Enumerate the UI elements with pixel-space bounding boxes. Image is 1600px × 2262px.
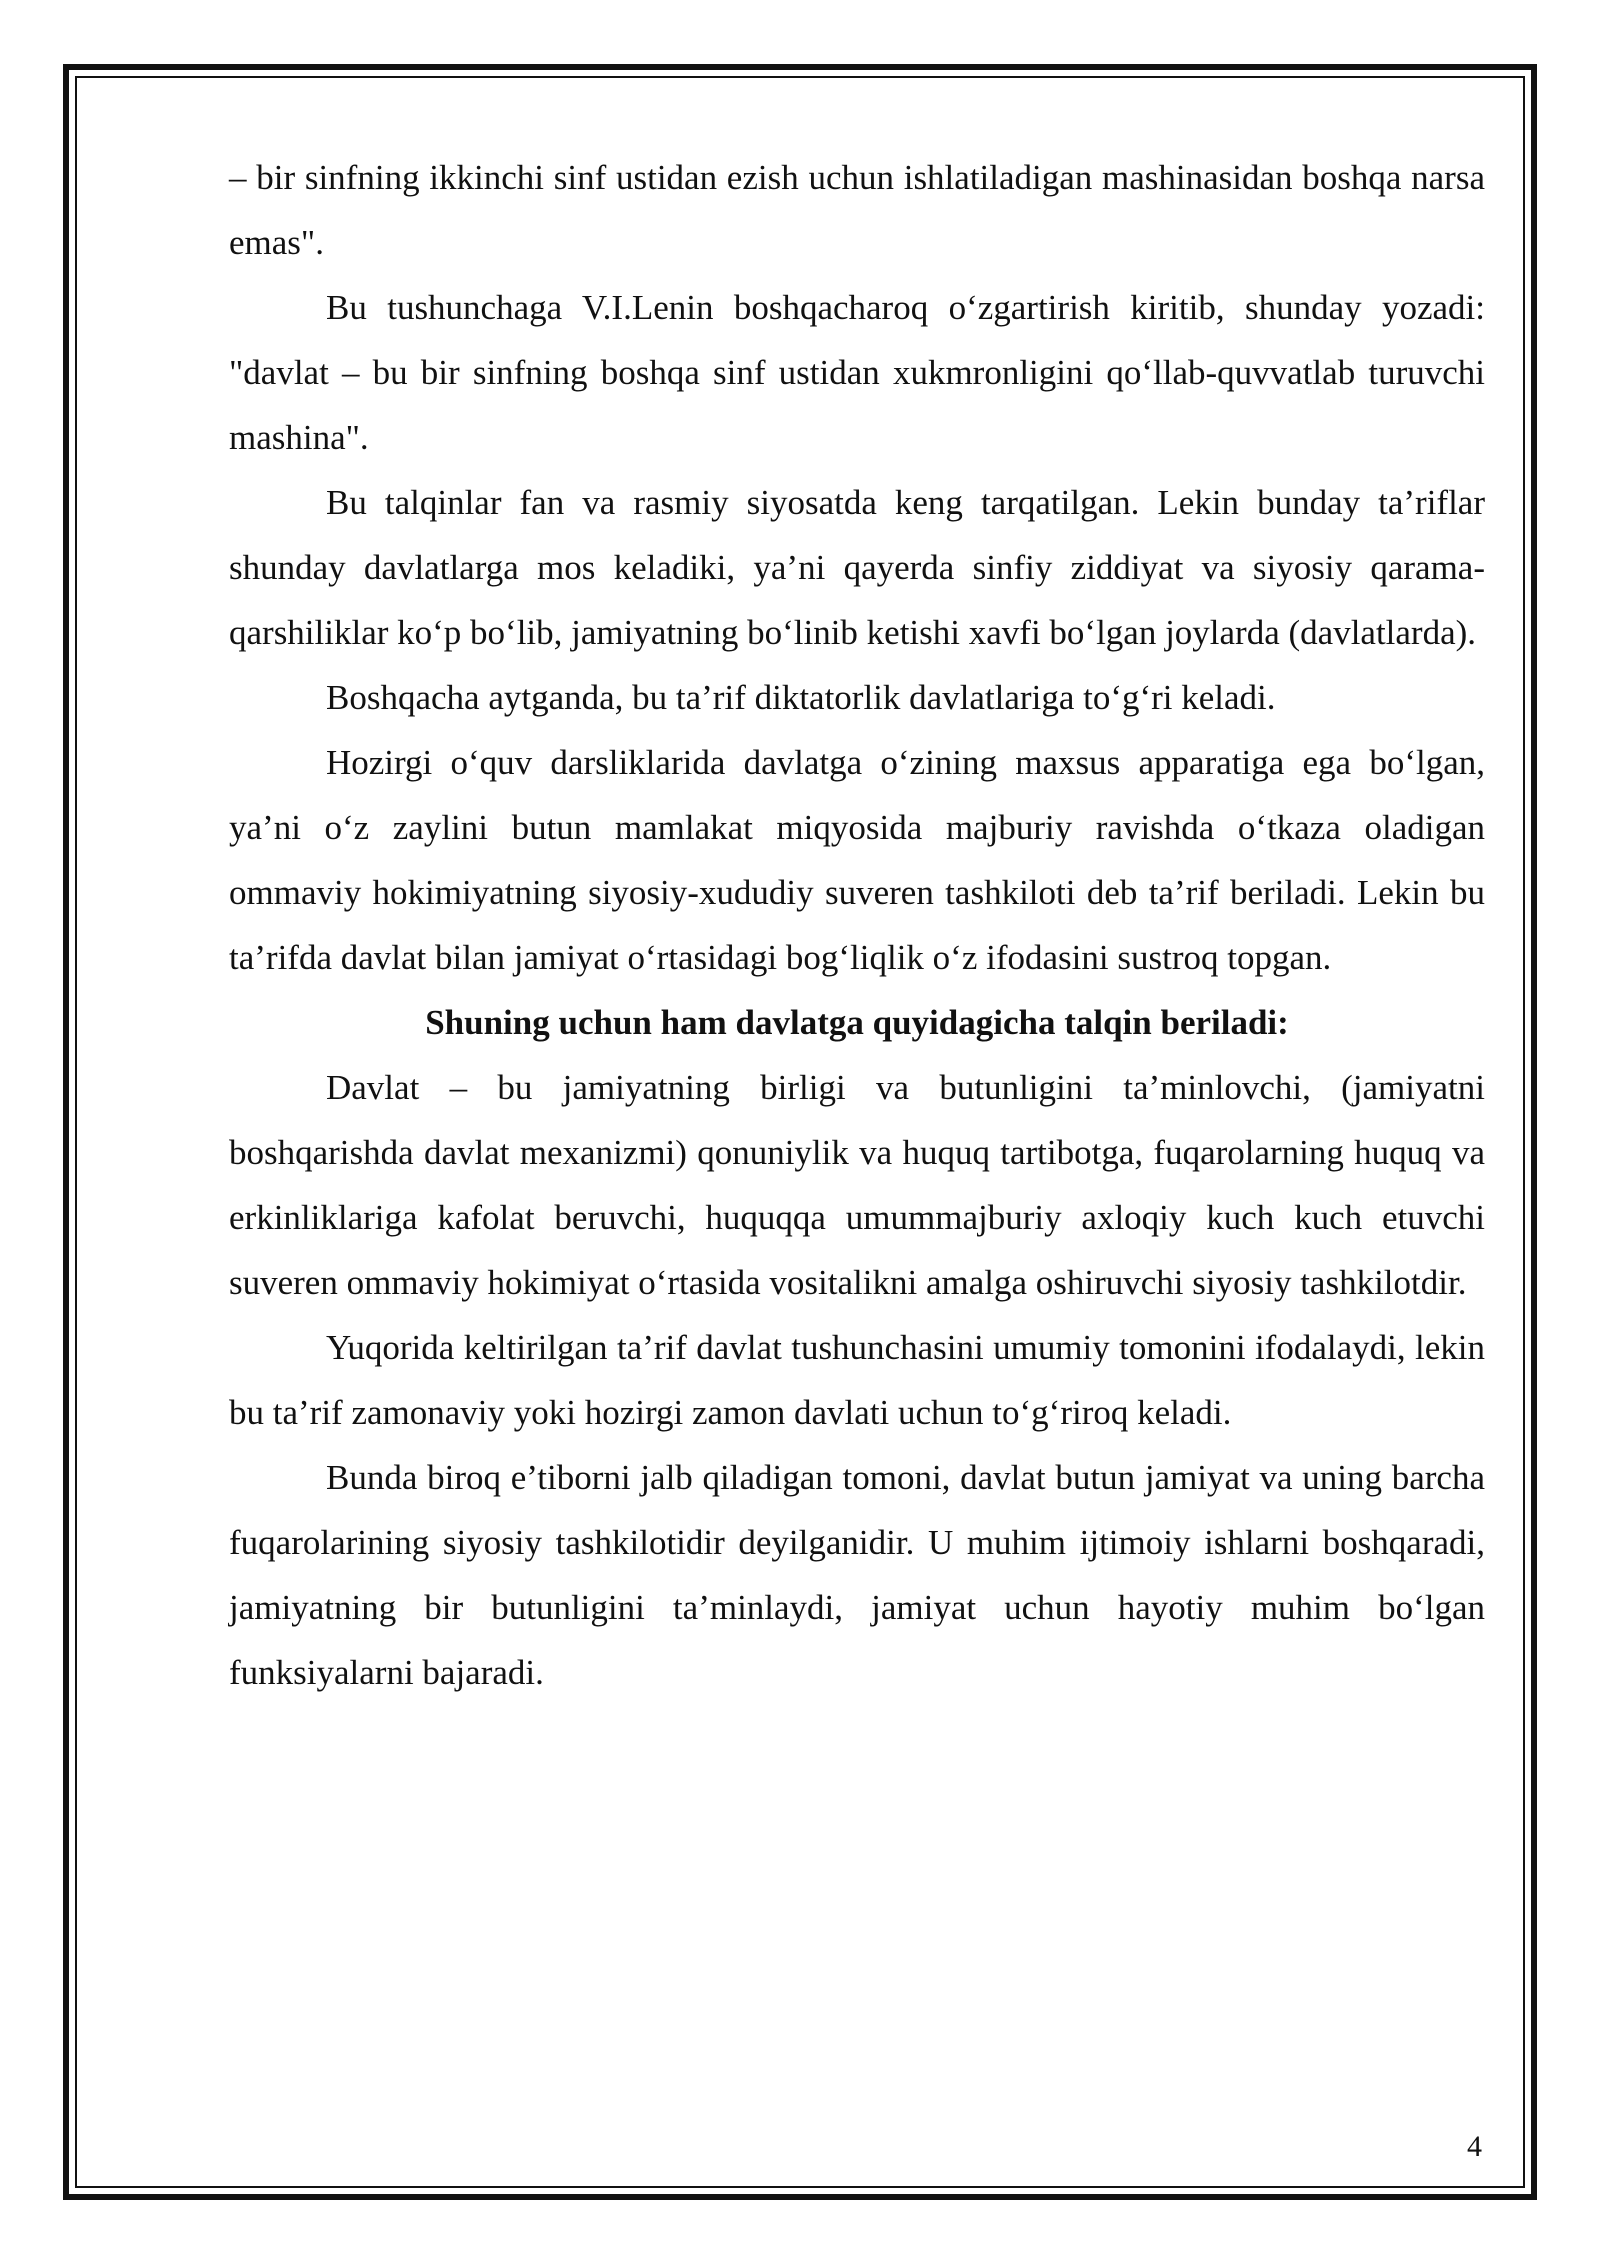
page-number: 4 [1467, 2130, 1482, 2163]
paragraph: Bunda biroq e’tiborni jalb qiladigan tomoni, davlat butun jamiyat va uning barcha fuqarolarining siyosiy tashkilotidir deyilganidir. U muhim ijtimoiy ishlarni boshqaradi, jamiyatning bir butunligini ta’minlaydi, jamiyat uchun hayotiy muhim bo‘lgan funksiyalarni bajaradi. [229, 1458, 1485, 1692]
paragraph: Davlat – bu jamiyatning birligi va butunligini ta’minlovchi, (jamiyatni boshqarishda davlat mexanizmi) qonuniylik va huquq tartibotga, fuqarolarning huquq va erkinliklariga kafolat beruvchi, huquqqa umummajburiy axloqiy kuch kuch etuvchi suveren ommaviy hokimiyat o‘rtasida vositalikni amalga oshiruvchi siyosiy tashkilotdir. [229, 1068, 1485, 1302]
paragraph: Yuqorida keltirilgan ta’rif davlat tushunchasini umumiy tomonini ifodalaydi, lekin bu ta’rif zamonaviy yoki hozirgi zamon davlati uchun to‘g‘riroq keladi. [229, 1328, 1485, 1432]
paragraph: Hozirgi o‘quv darsliklarida davlatga o‘zining maxsus apparatiga ega bo‘lgan, ya’ni o‘z zaylini butun mamlakat miqyosida majburiy ravishda o‘tkaza oladigan ommaviy hokimiyatning siyosiy-xududiy suveren tashkiloti deb ta’rif beriladi. Lekin bu ta’rifda davlat bilan jamiyat o‘rtasidagi bog‘liqlik o‘z ifodasini sustroq topgan. [229, 743, 1485, 977]
paragraph: – bir sinfning ikkinchi sinf ustidan ezish uchun ishlatiladigan mashinasidan boshqa narsa emas". [229, 158, 1485, 262]
paragraph: Bu tushunchaga V.I.Lenin boshqacharoq o‘zgartirish kiritib, shunday yozadi: "davlat – bu bir sinfning boshqa sinf ustidan xukmronligini qo‘llab-quvvatlab turuvchi mashina". [229, 288, 1485, 457]
document-body [229, 145, 1485, 1705]
section-heading: Shuning uchun ham davlatga quyidagicha talqin beriladi: [425, 1003, 1289, 1042]
paragraph: Boshqacha aytganda, bu ta’rif diktatorlik davlatlariga to‘g‘ri keladi. [326, 678, 1276, 717]
paragraph: Bu talqinlar fan va rasmiy siyosatda keng tarqatilgan. Lekin bunday ta’riflar shunday davlatlarga mos keladiki, ya’ni qayerda sinfiy ziddiyat va siyosiy qarama-qarshiliklar ko‘p bo‘lib, jamiyatning bo‘linib ketishi xavfi bo‘lgan joylarda (davlatlarda). [229, 483, 1485, 652]
